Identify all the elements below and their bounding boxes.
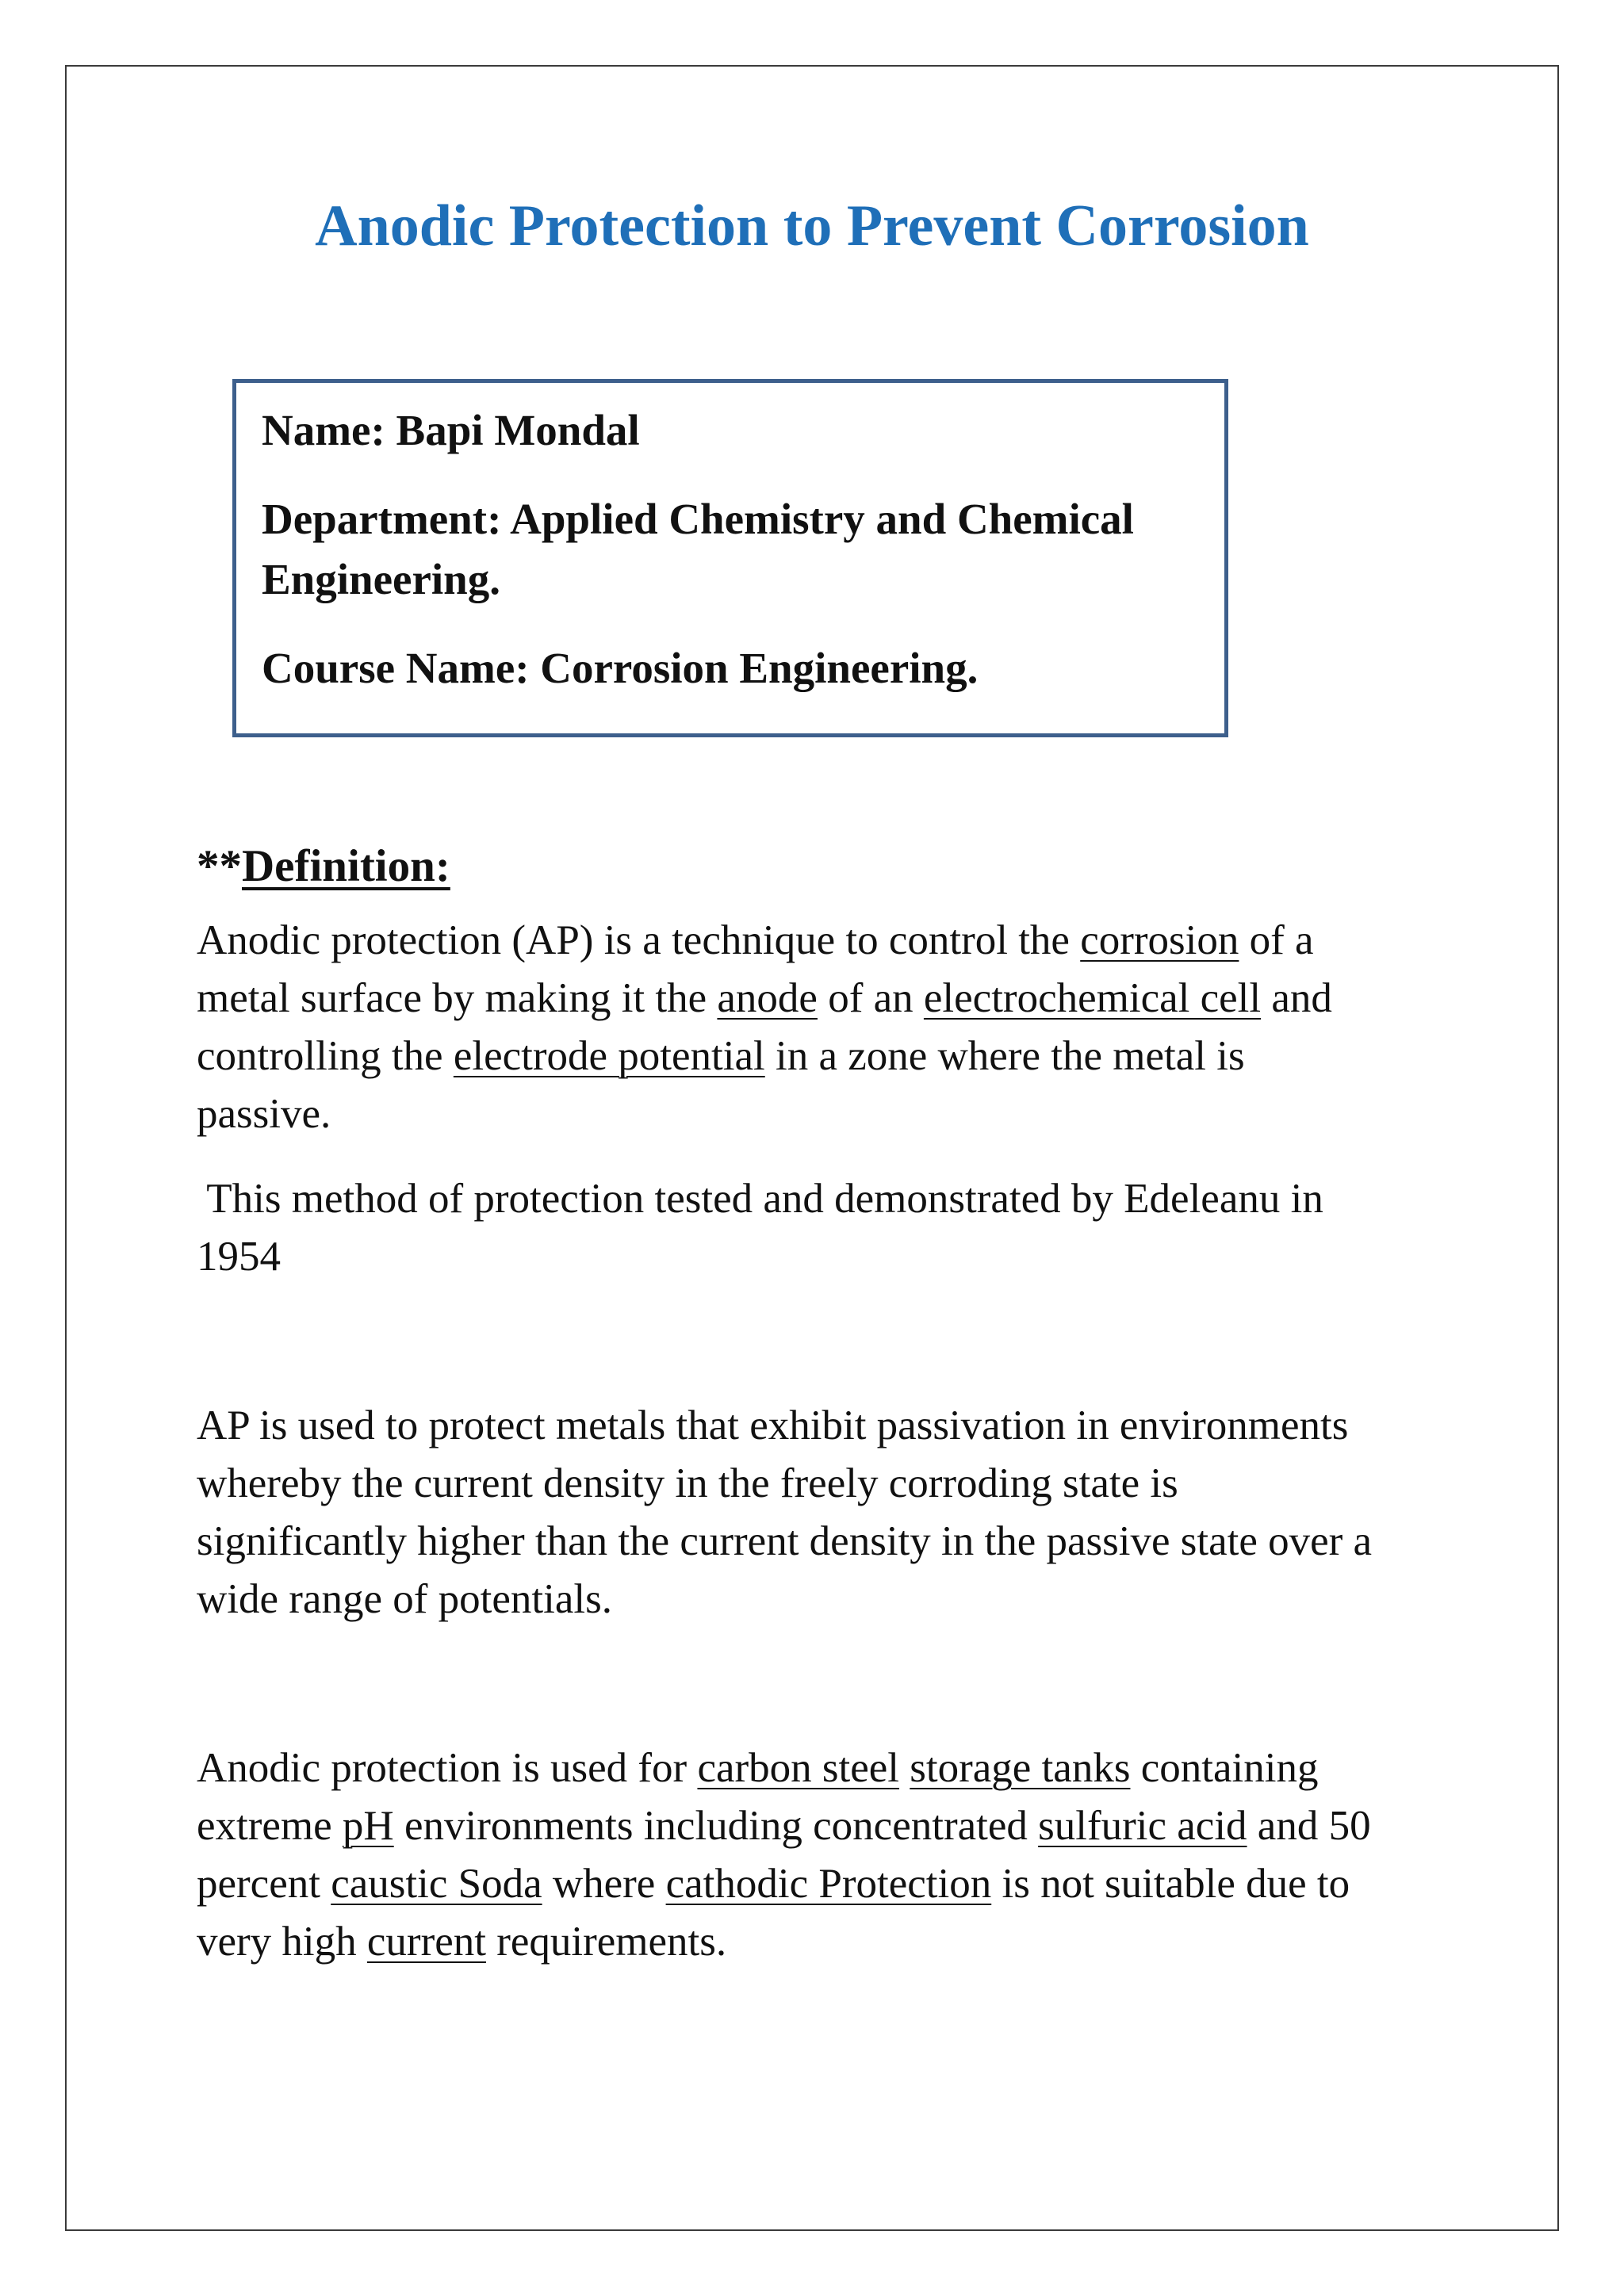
heading-text: Definition: xyxy=(242,841,450,891)
link-storage-tanks[interactable]: storage tanks xyxy=(910,1745,1131,1791)
link-electrode-potential[interactable]: electrode potential xyxy=(453,1033,765,1079)
link-anode[interactable]: anode xyxy=(717,975,818,1021)
link-electrochemical-cell[interactable]: electrochemical cell xyxy=(923,975,1262,1021)
link-caustic-soda[interactable]: caustic Soda xyxy=(331,1861,542,1907)
text-span: where xyxy=(542,1861,666,1907)
text-span: requirements. xyxy=(485,1919,727,1965)
application-paragraph xyxy=(197,1739,1434,1971)
text-span: of a xyxy=(1239,917,1314,963)
link-ph[interactable]: pH xyxy=(342,1803,394,1849)
text-line: 1954 xyxy=(197,1234,281,1280)
text-span: passive. xyxy=(197,1091,331,1137)
author-info-box xyxy=(232,379,1228,737)
text-span: percent xyxy=(197,1861,331,1907)
link-corrosion[interactable]: corrosion xyxy=(1080,917,1239,963)
definition-heading xyxy=(197,832,1434,901)
text-span: containing xyxy=(1130,1745,1319,1791)
history-paragraph xyxy=(197,1170,1434,1286)
link-cathodic-protection[interactable]: cathodic Protection xyxy=(665,1861,992,1907)
text-span: controlling the xyxy=(197,1033,454,1079)
text-span: and 50 xyxy=(1247,1803,1371,1849)
text-line: whereby the current density in the freely corroding state is xyxy=(197,1460,1178,1506)
department-line-2: Engineering. xyxy=(262,555,500,603)
author-department xyxy=(262,489,1199,610)
author-name: Name: Bapi Mondal xyxy=(262,406,640,454)
usage-paragraph xyxy=(197,1397,1434,1628)
department-line-1: Department: Applied Chemistry and Chemical xyxy=(262,495,1134,543)
text-span: environments including concentrated xyxy=(393,1803,1039,1849)
text-line: This method of protection tested and demonstrated by Edeleanu in xyxy=(197,1176,1323,1222)
text-span: is not suitable due to xyxy=(991,1861,1350,1907)
definition-paragraph xyxy=(197,912,1434,1143)
text-span: of an xyxy=(817,975,924,1021)
text-line: wide range of potentials. xyxy=(197,1576,612,1622)
text-span: Anodic protection (AP) is a technique to control the xyxy=(197,917,1081,963)
link-sulfuric-acid[interactable]: sulfuric acid xyxy=(1038,1803,1247,1849)
text-span: and xyxy=(1261,975,1332,1021)
text-span: Anodic protection is used for xyxy=(197,1745,698,1791)
text-span: extreme xyxy=(197,1803,343,1849)
text-line: AP is used to protect metals that exhibit passivation in environments xyxy=(197,1402,1349,1448)
document-title: Anodic Protection to Prevent Corrosion xyxy=(315,193,1309,258)
text-line: significantly higher than the current density in the passive state over a xyxy=(197,1518,1373,1564)
course-name: Course Name: Corrosion Engineering. xyxy=(262,644,979,692)
text-span: very high xyxy=(197,1919,367,1965)
document-body xyxy=(197,832,1434,1971)
link-carbon-steel[interactable]: carbon steel xyxy=(697,1745,900,1791)
text-span: metal surface by making it the xyxy=(197,975,718,1021)
text-span xyxy=(899,1745,910,1791)
link-current[interactable]: current xyxy=(366,1919,486,1965)
text-span: in a zone where the metal is xyxy=(764,1033,1245,1079)
heading-prefix: ** xyxy=(197,841,242,891)
